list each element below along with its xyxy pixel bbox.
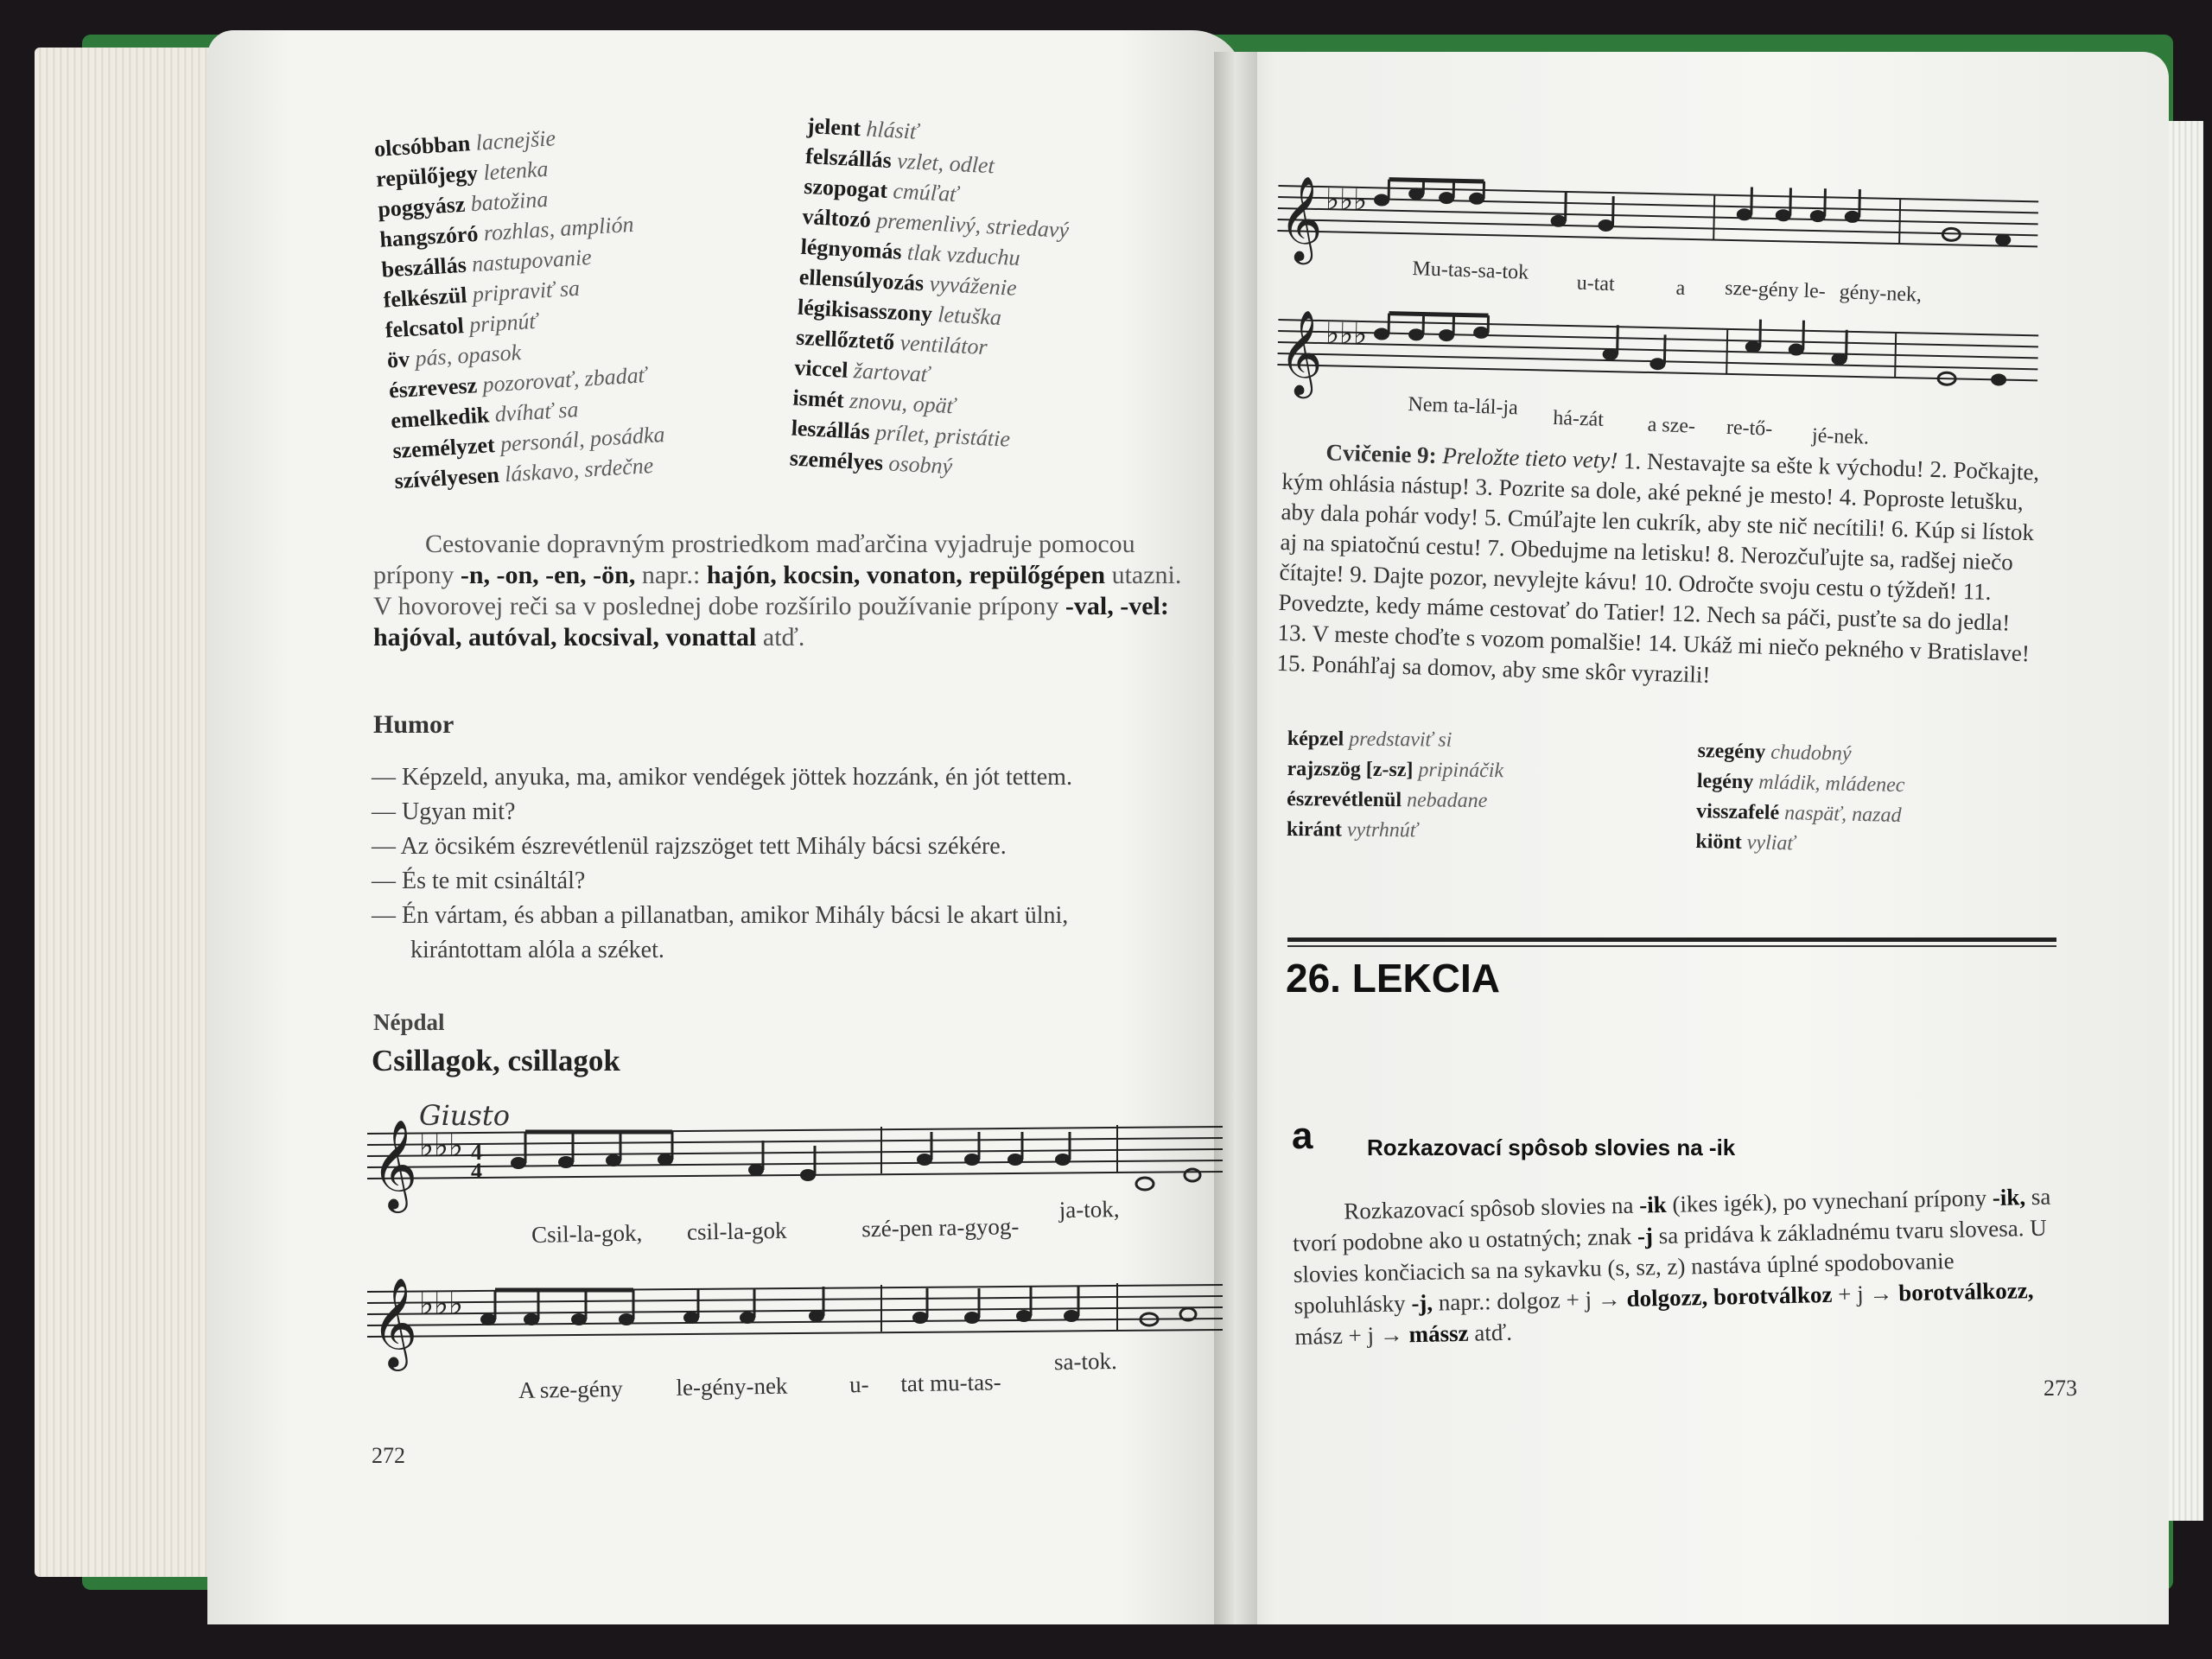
book-gutter xyxy=(1214,52,1257,1624)
grammar-text: mász + j → xyxy=(1294,1321,1409,1350)
lyric-syllable: jé-nek. xyxy=(1811,424,1870,449)
vocab-list-right-1 xyxy=(1287,724,1504,847)
vocab-slovak: vyváženie xyxy=(928,270,1018,301)
lyric-syllable: há-zát xyxy=(1552,406,1605,431)
svg-text:♭♭♭: ♭♭♭ xyxy=(419,1287,463,1321)
vocab-slovak: naspäť, nazad xyxy=(1783,802,1902,827)
vocab-hungarian: szívélyesen xyxy=(393,461,500,494)
vocab-slovak: pripraviť sa xyxy=(471,275,581,308)
vocab-hungarian: jelent xyxy=(806,112,861,142)
lyric-syllable: szé-pen ra-gyog- xyxy=(861,1213,1020,1243)
dialogue-line: — Én vártam, és abban a pillanatban, amikor Mihály bácsi le akart ülni, xyxy=(372,902,1069,929)
vocab-slovak: chudobný xyxy=(1770,741,1852,766)
vocab-hungarian: észrevesz xyxy=(388,372,478,404)
song-label: Népdal xyxy=(373,1009,445,1035)
dialogue-line: — Ugyan mit? xyxy=(372,798,516,825)
vocab-hungarian: rajzszög [z-sz] xyxy=(1287,757,1414,782)
dialogue-line: — Az öcsikém észrevétlenül rajzszöget tett Mihály bácsi székére. xyxy=(372,833,1007,860)
lyric-syllable: Mu-tas-sa-tok xyxy=(1412,257,1529,284)
vocab-slovak: vzlet, odlet xyxy=(896,148,995,179)
grammar-text: sa tvorí podobne ako u ostatných; znak xyxy=(1292,1183,2051,1256)
vocab-slovak: znovu, opäť xyxy=(849,388,956,419)
vocab-slovak: personál, posádka xyxy=(499,422,666,457)
song-title: Csillagok, csillagok xyxy=(372,1044,620,1077)
vocab-slovak: letuška xyxy=(937,302,1002,331)
vocab-row xyxy=(1697,766,1905,801)
para-bold: -n, -on, -en, -ön, xyxy=(460,561,636,589)
vocab-row xyxy=(1695,827,1904,861)
grammar-bold: mássz xyxy=(1408,1319,1469,1348)
lyric-syllable: le-gény-nek xyxy=(676,1372,788,1401)
svg-text:𝄞: 𝄞 xyxy=(372,1119,418,1210)
grammar-bold: -j xyxy=(1637,1223,1654,1249)
lyric-syllable: a sze- xyxy=(1647,413,1696,438)
grammar-bold: -ik, xyxy=(1992,1184,2026,1211)
vocab-list-left-2 xyxy=(789,111,1074,487)
vocab-hungarian: felszállás xyxy=(804,143,893,174)
tempo-marking: Giusto xyxy=(419,1099,510,1132)
section-letter: a xyxy=(1292,1115,1313,1157)
svg-text:4: 4 xyxy=(471,1159,482,1184)
para-bold: -val, -vel: xyxy=(1065,592,1169,620)
vocab-hungarian: szopogat xyxy=(803,173,888,203)
vocab-hungarian: kiránt xyxy=(1286,817,1343,842)
lyric-syllable: Nem ta-lál-ja xyxy=(1408,393,1519,420)
vocab-slovak: hlásiť xyxy=(865,116,919,144)
svg-text:♭♭♭: ♭♭♭ xyxy=(1325,318,1368,352)
svg-text:𝄞: 𝄞 xyxy=(372,1277,418,1368)
vocab-slovak: rozhlas, amplión xyxy=(482,211,635,246)
vocab-hungarian: visszafelé xyxy=(1695,799,1780,824)
grammar-text: + j → xyxy=(1832,1280,1899,1307)
exercise-text: 1. Nestavajte sa ešte k východu! 2. Počkajte, kým ohlásia nástup! 3. Pozrite sa dole, aké pekné je mesto! 4. Poproste letušku, aby dala pohár vody! 5. Cmúľajte len cukrík, aby ste nič necítili! 6. Kúp si lístok aj na spiatočnú cestu! 7. Obedujme na letisku! 8. Nerozčuľujte sa, radšej niečo čítajte! 9. Dajte pozor, nevylejte kávu! 10. Odročte svoju cestu o týždeň! 11. Povedzte, kedy máme cestovať do Tatier! 12. Nech sa páči, pusťte sa do jedla! 13. V meste choďte s vozom pomalšie! 14. Ukáž mi niečo pekného v Bratislave! 15. Ponáhľaj sa domov, aby sme skôr vyrazili! xyxy=(1276,447,2040,688)
grammar-bold: -ik xyxy=(1638,1191,1668,1218)
vocab-row xyxy=(1697,736,1905,771)
section-title: Rozkazovací spôsob slovies na -ik xyxy=(1367,1135,1736,1160)
lyric-syllable: u-tat xyxy=(1576,271,1616,296)
vocab-slovak: prílet, pristátie xyxy=(874,419,1011,452)
vocab-hungarian: öv xyxy=(386,346,410,373)
para-bold: hajón, kocsin, vonaton, repülőgépen xyxy=(706,561,1106,589)
vocab-hungarian: olcsóbban xyxy=(373,130,472,162)
lesson-divider xyxy=(1287,938,2056,942)
grammar-paragraph-left xyxy=(373,529,1203,653)
vocab-row xyxy=(1287,754,1503,786)
lyric-syllable: sa-tok. xyxy=(1053,1347,1117,1376)
para-bold: hajóval, autóval, kocsival, vonattal xyxy=(373,623,757,652)
vocab-row xyxy=(1287,785,1503,817)
vocab-slovak: premenlivý, striedavý xyxy=(875,207,1070,243)
para-text: napr.: xyxy=(635,561,707,589)
grammar-paragraph-right xyxy=(1292,1180,2073,1352)
vocab-hungarian: légnyomás xyxy=(799,233,903,264)
vocab-slovak: pozorovať, zbadať xyxy=(481,362,647,397)
lesson-title: 26. LEKCIA xyxy=(1286,956,1500,1001)
grammar-text: (ikes igék), po vynechaní prípony xyxy=(1666,1185,1993,1217)
svg-text:𝄞: 𝄞 xyxy=(1278,175,1324,263)
lyric-syllable: a xyxy=(1675,276,1686,301)
vocab-hungarian: szegény xyxy=(1697,739,1766,764)
exercise-label: Cvičenie 9: xyxy=(1325,439,1438,468)
vocab-hungarian: viccel xyxy=(793,354,849,383)
dialogue-line: — Képzeld, anyuka, ma, amikor vendégek jöttek hozzánk, én jót tettem. xyxy=(372,764,1072,791)
svg-text:♭♭♭: ♭♭♭ xyxy=(419,1128,463,1163)
vocab-hungarian: személyzet xyxy=(391,432,496,464)
page-number-right: 273 xyxy=(2044,1376,2077,1401)
vocab-slovak: vyliať xyxy=(1746,831,1796,855)
para-text: utazni. V hovorovej reči sa v poslednej dobe rozšírilo používanie prípony xyxy=(373,561,1182,620)
lyric-syllable: ja-tok, xyxy=(1058,1196,1120,1224)
vocab-slovak: vytrhnúť xyxy=(1346,818,1418,842)
vocab-hungarian: ismét xyxy=(791,385,845,413)
vocab-hungarian: változó xyxy=(801,203,872,232)
vocab-slovak: mládik, mládenec xyxy=(1758,771,1905,798)
vocab-hungarian: kiönt xyxy=(1695,830,1743,855)
lyric-syllable: u- xyxy=(849,1370,869,1398)
vocab-hungarian: észrevétlenül xyxy=(1287,787,1402,812)
lesson-divider-thin xyxy=(1287,945,2056,947)
dialogue-line: kirántottam alóla a széket. xyxy=(410,937,664,963)
vocab-slovak: láskavo, srdečne xyxy=(504,452,655,487)
vocab-slovak: predstaviť si xyxy=(1349,728,1452,752)
vocab-hungarian: felcsatol xyxy=(385,313,465,343)
lyric-syllable: A sze-gény xyxy=(518,1375,624,1404)
vocab-slovak: tlak vzduchu xyxy=(906,239,1021,271)
vocab-list-left-1 xyxy=(373,118,668,496)
grammar-text: atď. xyxy=(1468,1319,1513,1346)
vocab-hungarian: hangszóró xyxy=(378,220,480,252)
humor-title: Humor xyxy=(373,710,454,739)
page-number-left: 272 xyxy=(372,1443,405,1468)
grammar-text: sa pridáva k základnému tvaru slovesa. U slovies končiacich sa na sykavku (s, sz, z) nastáva úplné spodobovanie spoluhlásky xyxy=(1293,1214,2048,1319)
vocab-list-right-2 xyxy=(1695,736,1905,861)
grammar-bold: -j, xyxy=(1411,1289,1433,1317)
vocab-hungarian: leszállás xyxy=(791,415,871,445)
grammar-bold: dolgozz, borotválkoz xyxy=(1626,1281,1833,1312)
exercise-instruction: Preložte tieto vety! xyxy=(1442,442,1618,474)
vocab-hungarian: légikisasszony xyxy=(797,294,933,327)
grammar-bold: borotválkozz, xyxy=(1897,1277,2034,1306)
vocab-slovak: ventilátor xyxy=(899,329,988,360)
vocab-row xyxy=(1287,815,1503,847)
lyric-syllable: re-tő- xyxy=(1726,416,1773,441)
lyric-syllable: gény-nek, xyxy=(1839,281,1923,307)
grammar-text: Rozkazovací spôsob slovies na xyxy=(1344,1192,1640,1224)
vocab-hungarian: emelkedik xyxy=(390,402,491,434)
page-edges-left xyxy=(35,48,233,1577)
vocab-slovak: nebadane xyxy=(1406,789,1488,813)
vocab-row xyxy=(1287,724,1504,756)
vocab-slovak: letenka xyxy=(482,156,550,186)
vocab-hungarian: szellőztető xyxy=(795,324,895,355)
vocab-hungarian: felkészül xyxy=(382,282,468,313)
vocab-hungarian: képzel xyxy=(1287,727,1344,751)
grammar-text: napr.: dolgoz + j → xyxy=(1432,1285,1627,1316)
vocab-hungarian: poggyász xyxy=(377,191,467,222)
vocab-slovak: batožina xyxy=(469,186,550,217)
vocab-hungarian: legény xyxy=(1696,769,1754,794)
vocab-slovak: pripináčik xyxy=(1418,759,1504,783)
humor-dialogue xyxy=(372,760,1218,968)
vocab-slovak: osobný xyxy=(887,450,953,480)
vocab-hungarian: személyes xyxy=(789,445,884,476)
vocab-slovak: dvíhať sa xyxy=(493,397,580,427)
vocab-slovak: cmúľať xyxy=(892,178,959,207)
vocab-slovak: pripnúť xyxy=(468,308,538,338)
lyric-syllable: Csil-la-gok, xyxy=(531,1219,643,1248)
svg-text:♭♭♭: ♭♭♭ xyxy=(1325,184,1368,218)
vocab-hungarian: ellensúlyozás xyxy=(798,264,925,296)
vocab-slovak: žartovať xyxy=(853,358,931,387)
lyric-syllable: sze-gény le- xyxy=(1724,276,1827,303)
lyric-syllable: csil-la-gok xyxy=(686,1217,787,1245)
dialogue-line: — És te mit csináltál? xyxy=(372,868,586,894)
svg-text:4: 4 xyxy=(471,1140,482,1165)
vocab-hungarian: repülőjegy xyxy=(375,160,479,192)
vocab-slovak: nastupovanie xyxy=(471,244,593,277)
exercise-9 xyxy=(1276,436,2043,699)
para-text: Cestovanie dopravným prostriedkom maďarčina vyjadruje pomocou prípony xyxy=(373,530,1135,589)
lyric-syllable: tat mu-tas- xyxy=(900,1369,1001,1397)
vocab-slovak: pás, opasok xyxy=(414,340,522,372)
para-text: atď. xyxy=(756,623,805,652)
svg-text:𝄞: 𝄞 xyxy=(1278,309,1324,397)
vocab-hungarian: beszállás xyxy=(380,251,467,283)
vocab-row xyxy=(1696,797,1904,831)
vocab-slovak: lacnejšie xyxy=(474,125,556,156)
